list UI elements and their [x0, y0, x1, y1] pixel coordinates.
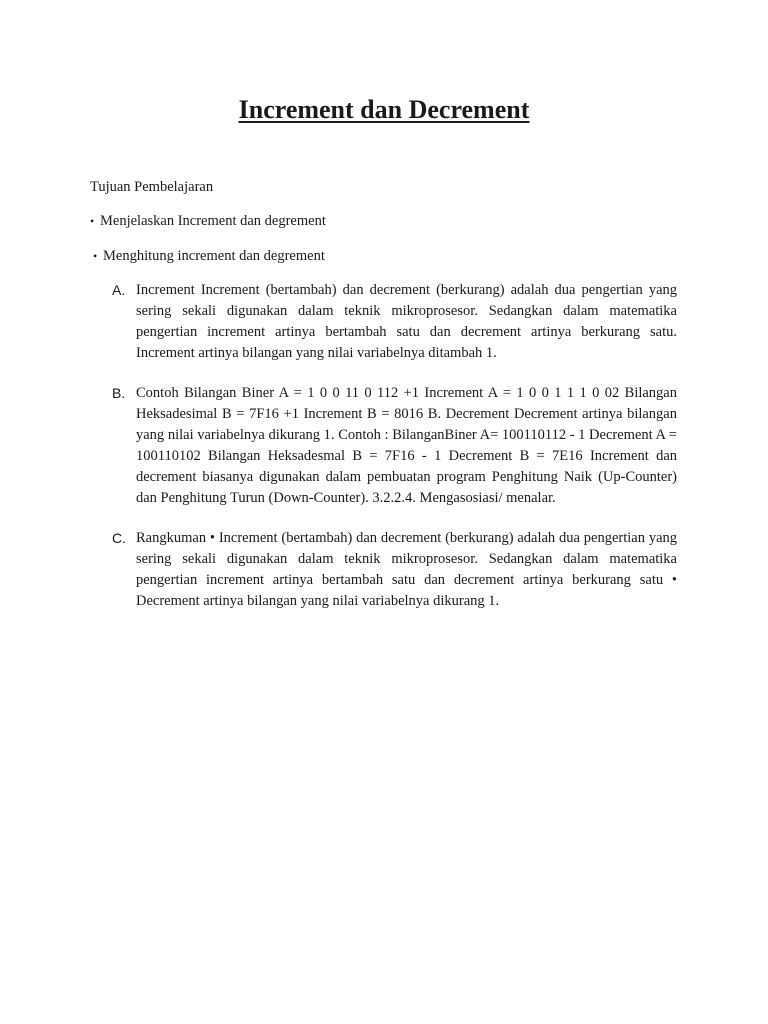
section-c [112, 528, 677, 612]
bullet-dot-icon: • [93, 249, 98, 263]
objective-text-1: Menjelaskan Increment dan degrement [100, 213, 326, 229]
objective-bullet-1 [90, 211, 326, 231]
section-text-b: Contoh Bilangan Biner A = 1 0 0 11 0 112 +1 Increment A = 1 0 0 1 1 1 0 02 Bilangan Heksadesimal B = 7F16 +1 Increment B = 8016 B. Decrement Decrement artinya bilangan yang nilai variabelnya dikurang 1. Contoh : BilanganBiner A= 100110112 - 1 Decrement A = 100110102 Bilangan Heksadesmal B = 7F16 - 1 Decrement B = 7E16 Increment dan decrement biasanya digunakan dalam pembuatan program Penghitung Naik (Up-Counter) dan Penghitung Turun (Down-Counter). 3.2.2.4. Mengasosiasi/ menalar. [136, 385, 677, 506]
objective-bullet-2 [93, 246, 325, 266]
section-text-a: Increment Increment (bertambah) dan decrement (berkurang) adalah dua pengertian yang sering sekali digunakan dalam teknik mikroprosesor. Sedangkan dalam matematika pengertian increment artinya bertambah satu dan decrement artinya berkurang satu. Increment artinya bilangan yang nilai variabelnya ditambah 1. [136, 282, 677, 361]
section-a [112, 280, 677, 364]
section-text-c: Rangkuman • Increment (bertambah) dan decrement (berkurang) adalah dua pengertian yang sering sekali digunakan dalam teknik mikroprosesor. Sedangkan dalam matematika pengertian increment artinya bertambah satu dan decrement artinya berkurang satu • Decrement artinya bilangan yang nilai variabelnya dikurang 1. [136, 530, 677, 609]
objective-text-2: Menghitung increment dan degrement [103, 248, 325, 264]
section-marker-c: C. [112, 530, 126, 546]
section-b [112, 383, 677, 509]
section-list [112, 280, 677, 631]
learning-objectives-heading: Tujuan Pembelajaran [90, 179, 214, 195]
bullet-dot-icon: • [90, 214, 95, 228]
section-marker-b: B. [112, 385, 126, 401]
section-marker-a: A. [112, 282, 126, 298]
document-title: Increment dan Decrement [238, 95, 530, 124]
